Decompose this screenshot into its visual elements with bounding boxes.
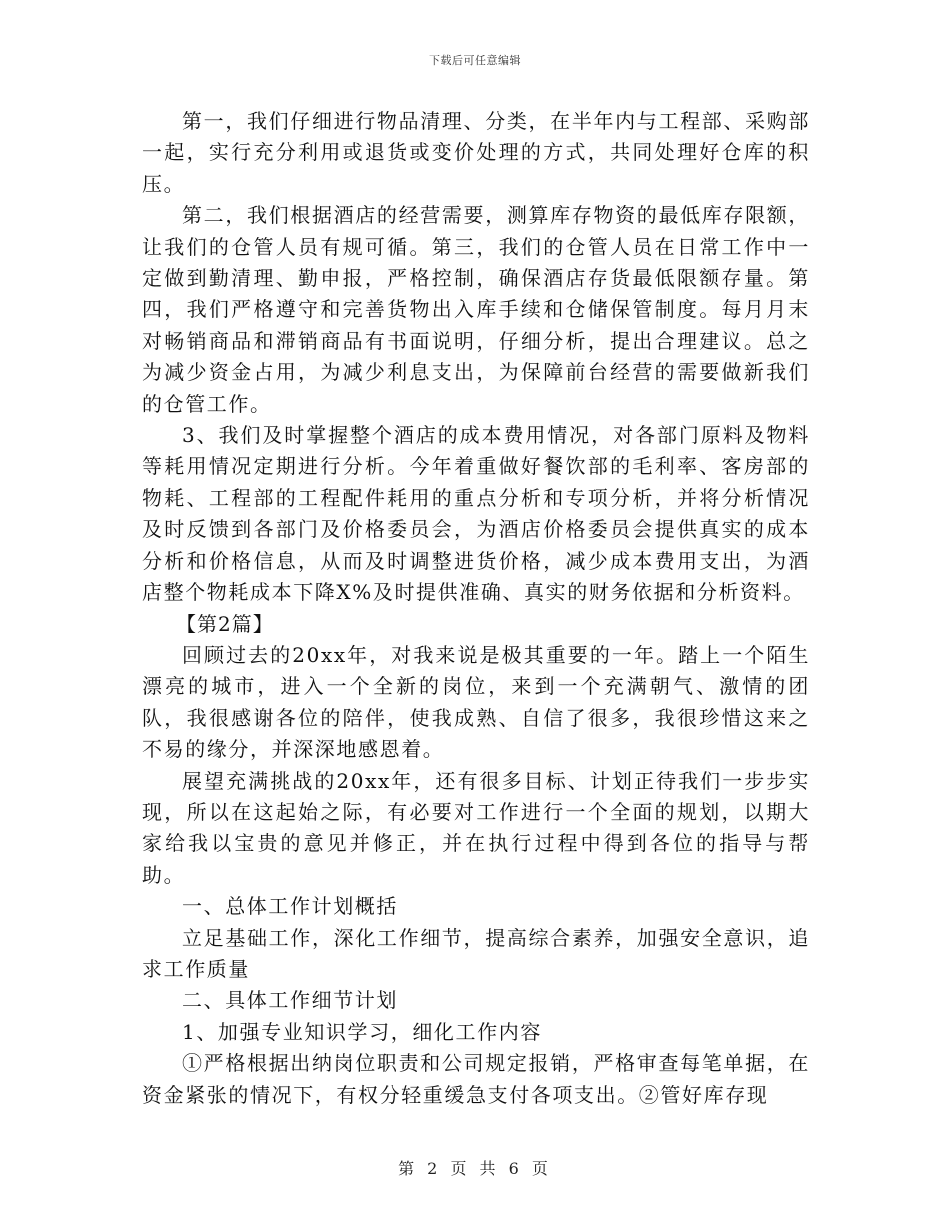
paragraph-cost-analysis: 3、我们及时掌握整个酒店的成本费用情况，对各部门原料及物料等耗用情况定期进行分析。今年着重做好餐饮部的毛利率、客房部的物耗、工程部的工程配件耗用的重点分析和专项分析，并将分析情况及时反馈到各部门及价格委员会，为酒店价格委员会提供真实的成本分析和价格信息，从而及时调整进货价格，减少成本费用支出，为酒店整个物耗成本下降X%及时提供准确、真实的财务依据和分析资料。 xyxy=(142,423,810,605)
page-header-note: 下载后可任意编辑 xyxy=(429,54,521,67)
paragraph-first-cleanup: 第一，我们仔细进行物品清理、分类，在半年内与工程部、采购部一起，实行充分利用或退货或变价处理的方式，共同处理好仓库的积压。 xyxy=(142,109,810,196)
paragraph-inventory-limits: 第二，我们根据酒店的经营需要，测算库存物资的最低库存限额，让我们的仓管人员有规可循。第三，我们的仓管人员在日常工作中一定做到勤清理、勤申报，严格控制，确保酒店存货最低限额存量。第四，我们严格遵守和完善货物出入库手续和仓储保管制度。每月月末对畅销商品和滞销商品有书面说明，仔细分析，提出合理建议。总之为减少资金占用，为减少利息支出，为保障前台经营的需要做新我们的仓管工作。 xyxy=(142,203,810,416)
heading-detailed-plan: 二、具体工作细节计划 xyxy=(182,988,398,1013)
document-body xyxy=(142,106,810,1111)
heading-knowledge-learning: 1、加强专业知识学习，细化工作内容 xyxy=(182,1019,542,1044)
paragraph-review-year: 回顾过去的20xx年，对我来说是极其重要的一年。踏上一个陌生漂亮的城市，进入一个全新的岗位，来到一个充满朝气、激情的团队，我很感谢各位的陪伴，使我成熟、自信了很多，我很珍惜这来之不易的缘分，并深深地感恩着。 xyxy=(142,642,810,762)
paragraph-overall-plan: 立足基础工作，深化工作细节，提高综合素养，加强安全意识，追求工作质量 xyxy=(142,925,810,981)
page-number-footer: 第 2 页 共 6 页 xyxy=(398,1159,552,1178)
heading-overall-plan: 一、总体工作计划概括 xyxy=(182,894,398,919)
paragraph-outlook: 展望充满挑战的20xx年，还有很多目标、计划正待我们一步步实现，所以在这起始之际，有必要对工作进行一个全面的规划，以期大家给我以宝贵的意见并修正，并在执行过程中得到各位的指导与帮助。 xyxy=(142,768,810,887)
paragraph-cashier-duties: ①严格根据出纳岗位职责和公司规定报销，严格审查每笔单据，在资金紧张的情况下，有权分轻重缓急支付各项支出。②管好库存现 xyxy=(142,1051,810,1107)
section-heading-part-2: 【第2篇】 xyxy=(176,611,274,636)
